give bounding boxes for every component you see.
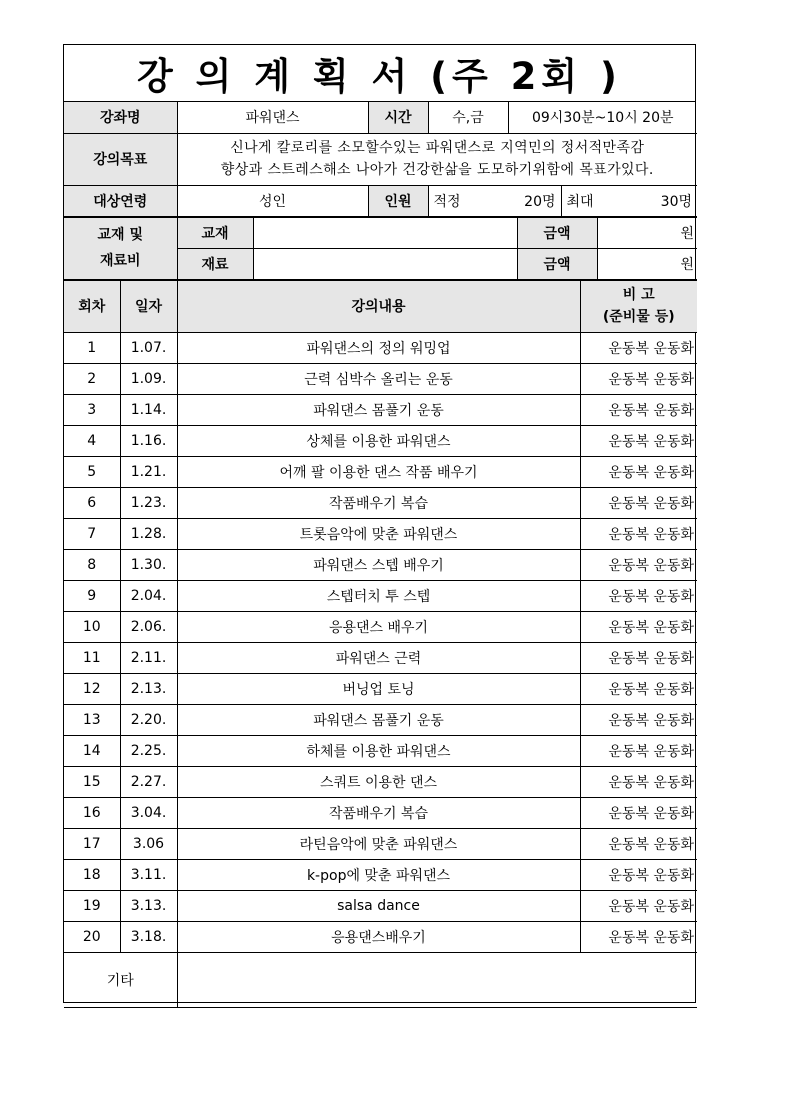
session-content: 상체를 이용한 파워댄스 [177, 425, 580, 456]
cost-label-line-1: 교재 및 [97, 227, 143, 243]
session-number: 15 [64, 766, 120, 797]
session-content: 작품배우기 복습 [177, 487, 580, 518]
session-date: 1.16. [120, 425, 177, 456]
session-date: 1.07. [120, 332, 177, 363]
table-row [64, 549, 697, 580]
session-date: 1.09. [120, 363, 177, 394]
session-content: 어깨 팔 이용한 댄스 작품 배우기 [177, 456, 580, 487]
session-note: 운동복 운동화 [580, 456, 697, 487]
table-row [64, 890, 697, 921]
table-row [64, 797, 697, 828]
session-number: 4 [64, 425, 120, 456]
session-note: 운동복 운동화 [580, 859, 697, 890]
table-row [64, 363, 697, 394]
session-date: 3.11. [120, 859, 177, 890]
session-date: 2.06. [120, 611, 177, 642]
time-label: 시간 [368, 102, 428, 133]
session-number: 6 [64, 487, 120, 518]
session-date: 3.13. [120, 890, 177, 921]
goal-text [177, 133, 697, 185]
table-row [64, 735, 697, 766]
col-header-date: 일자 [120, 280, 177, 332]
goal-label: 강의목표 [64, 133, 177, 185]
session-date: 1.23. [120, 487, 177, 518]
table-row [64, 859, 697, 890]
session-number: 9 [64, 580, 120, 611]
lecture-plan-document [63, 44, 696, 1003]
session-content: 버닝업 토닝 [177, 673, 580, 704]
course-info-table [64, 102, 697, 217]
session-note: 운동복 운동화 [580, 549, 697, 580]
table-row [64, 580, 697, 611]
session-content: 라틴음악에 맞춘 파워댄스 [177, 828, 580, 859]
session-content: 파워댄스 몸풀기 운동 [177, 704, 580, 735]
max-value: 30명 [660, 193, 693, 210]
session-content: 파워댄스 근력 [177, 642, 580, 673]
schedule-table [64, 280, 697, 1008]
table-row [64, 673, 697, 704]
session-content: 근력 심박수 올리는 운동 [177, 363, 580, 394]
session-date: 2.25. [120, 735, 177, 766]
schedule-body [64, 332, 697, 952]
session-number: 19 [64, 890, 120, 921]
textbook-value [253, 217, 517, 248]
session-note: 운동복 운동화 [580, 611, 697, 642]
material-label: 재료 [177, 248, 253, 279]
session-number: 20 [64, 921, 120, 952]
session-note: 운동복 운동화 [580, 797, 697, 828]
session-date: 2.04. [120, 580, 177, 611]
session-note: 운동복 운동화 [580, 518, 697, 549]
days-value: 수,금 [428, 102, 508, 133]
session-number: 3 [64, 394, 120, 425]
session-date: 2.13. [120, 673, 177, 704]
max-label: 최대 [566, 193, 594, 210]
session-number: 11 [64, 642, 120, 673]
other-value [177, 952, 697, 1007]
session-note: 운동복 운동화 [580, 890, 697, 921]
session-note: 운동복 운동화 [580, 332, 697, 363]
goal-line-1: 신나게 칼로리를 소모할수있는 파워댄스로 지역민의 정서적만족감 [230, 140, 645, 156]
table-row [64, 766, 697, 797]
session-note: 운동복 운동화 [580, 363, 697, 394]
cost-table [64, 217, 697, 280]
session-date: 2.20. [120, 704, 177, 735]
textbook-amount-label: 금액 [517, 217, 597, 248]
proper-capacity [428, 185, 561, 216]
session-content: 하체를 이용한 파워댄스 [177, 735, 580, 766]
textbook-label: 교재 [177, 217, 253, 248]
session-date: 1.14. [120, 394, 177, 425]
table-row [64, 611, 697, 642]
session-number: 16 [64, 797, 120, 828]
session-number: 1 [64, 332, 120, 363]
session-content: 작품배우기 복습 [177, 797, 580, 828]
session-note: 운동복 운동화 [580, 580, 697, 611]
session-content: 응용댄스배우기 [177, 921, 580, 952]
time-value: 09시30분~10시 20분 [508, 102, 697, 133]
session-date: 3.04. [120, 797, 177, 828]
session-content: 스쿼트 이용한 댄스 [177, 766, 580, 797]
other-label: 기타 [64, 952, 177, 1007]
session-number: 12 [64, 673, 120, 704]
age-value: 성인 [177, 185, 368, 216]
session-number: 5 [64, 456, 120, 487]
session-note: 운동복 운동화 [580, 642, 697, 673]
course-name-label: 강좌명 [64, 102, 177, 133]
session-number: 10 [64, 611, 120, 642]
proper-label: 적정 [433, 193, 461, 210]
age-label: 대상연령 [64, 185, 177, 216]
session-number: 18 [64, 859, 120, 890]
cost-label-line-2: 재료비 [99, 253, 141, 269]
table-row [64, 642, 697, 673]
col-header-note-line-2: (준비물 등) [602, 309, 675, 325]
session-date: 1.30. [120, 549, 177, 580]
session-content: 스텝터치 투 스텝 [177, 580, 580, 611]
session-number: 13 [64, 704, 120, 735]
table-row [64, 487, 697, 518]
session-date: 2.11. [120, 642, 177, 673]
session-note: 운동복 운동화 [580, 425, 697, 456]
page-title: 강 의 계 획 서 (주 2회 ) [64, 45, 695, 102]
table-row [64, 921, 697, 952]
table-row [64, 332, 697, 363]
session-number: 8 [64, 549, 120, 580]
proper-value: 20명 [524, 193, 556, 210]
session-content: 파워댄스의 정의 워밍업 [177, 332, 580, 363]
material-amount-label: 금액 [517, 248, 597, 279]
table-row [64, 704, 697, 735]
goal-line-2: 향상과 스트레스해소 나아가 건강한삶을 도모하기위함에 목표가있다. [220, 162, 654, 178]
people-label: 인원 [368, 185, 428, 216]
session-content: 파워댄스 몸풀기 운동 [177, 394, 580, 425]
material-value [253, 248, 517, 279]
session-note: 운동복 운동화 [580, 487, 697, 518]
col-header-note-line-1: 비 고 [622, 287, 655, 303]
cost-label [64, 217, 177, 279]
session-content: 트롯음악에 맞춘 파워댄스 [177, 518, 580, 549]
session-note: 운동복 운동화 [580, 394, 697, 425]
session-note: 운동복 운동화 [580, 828, 697, 859]
col-header-note [580, 280, 697, 332]
table-row [64, 425, 697, 456]
session-date: 1.21. [120, 456, 177, 487]
table-row [64, 394, 697, 425]
session-number: 2 [64, 363, 120, 394]
table-row [64, 828, 697, 859]
session-content: k-pop에 맞춘 파워댄스 [177, 859, 580, 890]
session-content: salsa dance [177, 890, 580, 921]
col-header-no: 회차 [64, 280, 120, 332]
max-capacity [561, 185, 697, 216]
col-header-content: 강의내용 [177, 280, 580, 332]
session-number: 7 [64, 518, 120, 549]
session-date: 1.28. [120, 518, 177, 549]
table-row [64, 518, 697, 549]
session-content: 응용댄스 배우기 [177, 611, 580, 642]
session-date: 3.18. [120, 921, 177, 952]
session-note: 운동복 운동화 [580, 921, 697, 952]
session-note: 운동복 운동화 [580, 766, 697, 797]
session-date: 2.27. [120, 766, 177, 797]
session-number: 17 [64, 828, 120, 859]
session-note: 운동복 운동화 [580, 673, 697, 704]
session-number: 14 [64, 735, 120, 766]
course-name-value: 파워댄스 [177, 102, 368, 133]
textbook-amount-value: 원 [597, 217, 697, 248]
session-date: 3.06 [120, 828, 177, 859]
session-note: 운동복 운동화 [580, 735, 697, 766]
session-note: 운동복 운동화 [580, 704, 697, 735]
session-content: 파워댄스 스텝 배우기 [177, 549, 580, 580]
material-amount-value: 원 [597, 248, 697, 279]
table-row [64, 456, 697, 487]
